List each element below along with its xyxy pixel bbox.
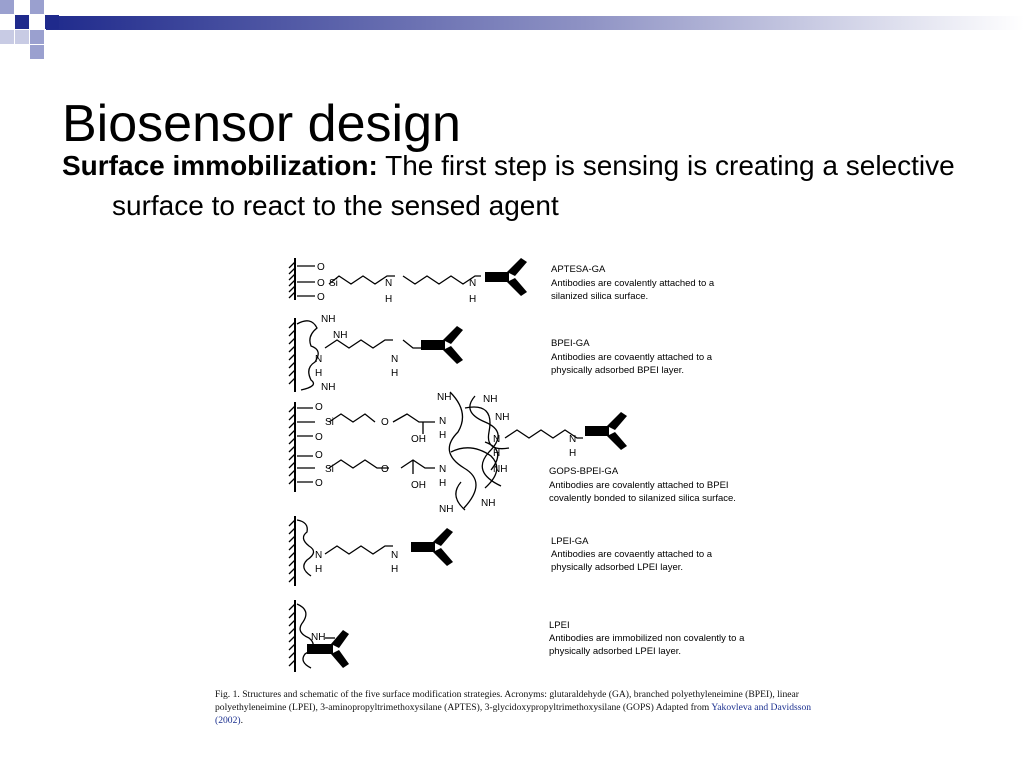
panel-title: BPEI-GA	[551, 338, 590, 349]
atom-label: O	[317, 262, 325, 273]
amine-label: NH	[333, 330, 348, 341]
antibody-3	[585, 412, 627, 450]
atom-label: H	[439, 478, 447, 489]
atom-label: O	[381, 464, 389, 475]
panel-desc: covalently bonded to silanized silica surface.	[549, 493, 736, 504]
atom-label: H	[391, 368, 399, 379]
atom-label: Si	[325, 464, 334, 475]
atom-label: N	[391, 354, 399, 365]
amine-label: NH	[495, 412, 510, 423]
antibody-2	[421, 326, 463, 364]
atom-label: N	[391, 550, 399, 561]
atom-label: Si	[325, 417, 334, 428]
atom-label: O	[317, 278, 325, 289]
atom-label: O	[381, 417, 389, 428]
atom-label: O	[315, 402, 323, 413]
atom-label: N	[439, 464, 447, 475]
atom-label: H	[569, 448, 577, 459]
amine-label: NH	[437, 392, 452, 403]
slide-title: Biosensor design	[62, 95, 461, 153]
atom-label: N	[469, 278, 477, 289]
panel-desc: Antibodies are covalently attached to a	[551, 278, 715, 289]
antibodies	[307, 258, 627, 668]
amine-label: NH	[483, 394, 498, 405]
atom-label: H	[439, 430, 447, 441]
caption-text: Fig. 1. Structures and schematic of the five surface modification strategies. Acronyms: glutaraldehyde (GA), branched polyethyleneimine (BPEI), linear polyethyleneimine (LPEI), 3-aminopropyltrimethoxysilane (APTES), 3-glycidoxypropyltrimethoxysilane (GOPS) Adapted from	[215, 689, 799, 713]
antibody-4	[411, 528, 453, 566]
atom-label: O	[315, 432, 323, 443]
panel-desc: physically adsorbed BPEI layer.	[551, 365, 685, 376]
atom-label: N	[385, 278, 393, 289]
hydroxyl-label: OH	[411, 480, 426, 491]
amine-label: NH	[493, 464, 508, 475]
panel-desc: Antibodies are covalently attached to BPEI	[549, 480, 729, 491]
panel-desc: physically adsorbed LPEI layer.	[549, 646, 682, 657]
atom-label: H	[391, 564, 399, 575]
antibody-1	[485, 258, 527, 296]
atom-label: O	[315, 478, 323, 489]
panel-title: LPEI-GA	[551, 536, 589, 547]
atom-label: H	[315, 564, 323, 575]
surface-4	[289, 516, 314, 586]
atom-label: N	[315, 550, 323, 561]
surface-3	[289, 402, 295, 492]
panel-desc: Antibodies are covaently attached to a	[551, 352, 713, 363]
amine-label: NH	[321, 314, 336, 325]
amine-label: NH	[481, 498, 496, 509]
atom-label: N	[315, 354, 323, 365]
amine-label: NH	[311, 632, 326, 643]
panel-title: LPEI	[549, 620, 570, 631]
body-text: The first step is sensing is creating a selective surface to react to the sensed agent	[112, 150, 955, 221]
atom-label: N	[569, 434, 577, 445]
atom-label: H	[493, 448, 501, 459]
surface-5	[289, 600, 313, 672]
hydroxyl-label: OH	[411, 434, 426, 445]
amine-label: NH	[439, 504, 454, 515]
atom-label: O	[315, 450, 323, 461]
surface-modification-figure	[285, 252, 785, 682]
surface-1	[289, 258, 295, 300]
panel-title: GOPS-BPEI-GA	[549, 466, 619, 477]
amine-label: NH	[321, 382, 336, 393]
decorative-header-bar	[0, 0, 1024, 70]
atom-label: N	[493, 434, 501, 445]
atom-label: O	[317, 292, 325, 303]
body-paragraph	[62, 146, 1024, 226]
panel-title: APTESA-GA	[551, 264, 606, 275]
atom-label: N	[439, 416, 447, 427]
atom-label: H	[315, 368, 323, 379]
panel-desc: Antibodies are covaently attached to a	[551, 549, 713, 560]
body-term: Surface immobilization:	[62, 150, 378, 181]
figure-caption	[215, 688, 835, 727]
atom-label: Si	[329, 278, 338, 289]
atom-label: H	[385, 294, 393, 305]
caption-citation-link[interactable]: Yakovleva and Davidsson (2002)	[215, 702, 812, 726]
surface-2	[289, 318, 318, 392]
panel-desc: Antibodies are immobilized non covalently to a	[549, 633, 745, 644]
atom-label: H	[469, 294, 477, 305]
panel-desc: silanized silica surface.	[551, 291, 649, 302]
panel-desc: physically adsorbed LPEI layer.	[551, 562, 684, 573]
caption-end: .	[240, 715, 243, 726]
